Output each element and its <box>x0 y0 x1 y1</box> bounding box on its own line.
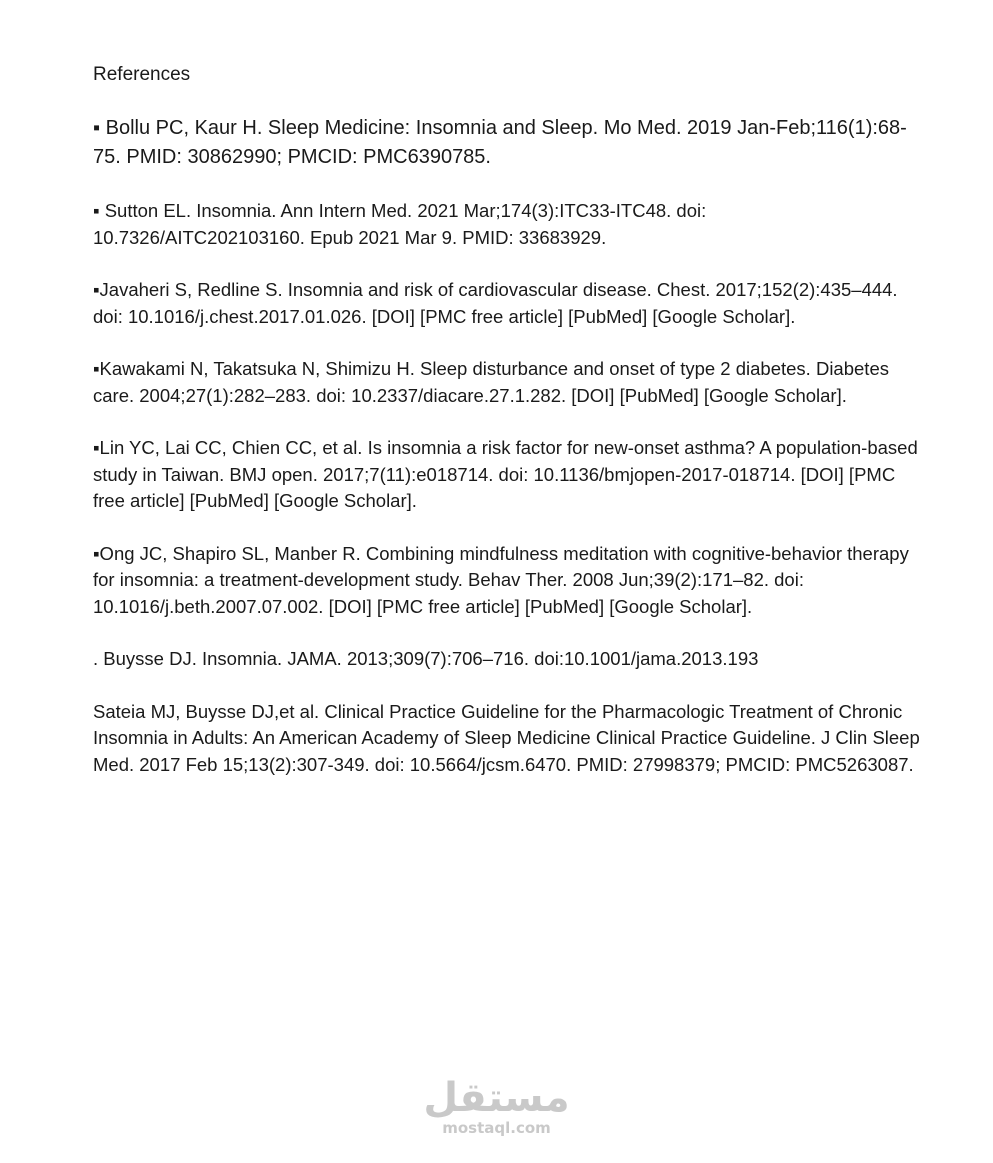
reference-item: . Buysse DJ. Insomnia. JAMA. 2013;309(7):706–716. doi:10.1001/jama.2013.193 <box>93 648 759 669</box>
watermark-latin: mostaql.com <box>442 1119 551 1137</box>
reference-item: Sateia MJ, Buysse DJ,et al. Clinical Practice Guideline for the Pharmacologic Treatment of Chronic Insomnia in Adults: An American Academy of Sleep Medicine Clinical Practice Guideline. J Clin Sleep Med. 2017 Feb 15;13(2):307-349. doi: 10.5664/jcsm.6470. PMID: 27998379; PMCID: PMC5263087. <box>93 700 920 775</box>
watermark-arabic: مستقل <box>423 1075 570 1121</box>
reference-item: ▪Lin YC, Lai CC, Chien CC, et al. Is insomnia a risk factor for new-onset asthma? A population-based study in Taiwan. BMJ open. 2017;7(11):e018714. doi: 10.1136/bmjopen-2017-018714. [DOI] [PMC free article] [PubMed] [Google Scholar]. <box>93 437 918 511</box>
reference-item: ▪Ong JC, Shapiro SL, Manber R. Combining mindfulness meditation with cognitive-behavior therapy for insomnia: a treatment-development study. Behav Ther. 2008 Jun;39(2):171–82. doi: 10.1016/j.beth.2007.07.002. [DOI] [PMC free article] [PubMed] [Google Scholar]. <box>93 542 909 617</box>
reference-item: ▪ Bollu PC, Kaur H. Sleep Medicine: Insomnia and Sleep. Mo Med. 2019 Jan-Feb;116(1):68-75. PMID: 30862990; PMCID: PMC6390785. <box>93 117 907 168</box>
reference-item: ▪ Sutton EL. Insomnia. Ann Intern Med. 2021 Mar;174(3):ITC33-ITC48. doi: 10.7326/AITC202103160. Epub 2021 Mar 9. PMID: 33683929. <box>93 200 707 248</box>
reference-item: ▪Javaheri S, Redline S. Insomnia and risk of cardiovascular disease. Chest. 2017;152(2):435–444. doi: 10.1016/j.chest.2017.01.026. [DOI] [PMC free article] [PubMed] [Google Scholar]. <box>93 279 898 327</box>
references-heading: References <box>93 64 191 85</box>
reference-item: ▪Kawakami N, Takatsuka N, Shimizu H. Sleep disturbance and onset of type 2 diabetes. Diabetes care. 2004;27(1):282–283. doi: 10.2337/diacare.27.1.282. [DOI] [PubMed] [Google Scholar]. <box>93 358 889 406</box>
references-page <box>93 62 923 804</box>
watermark-logo <box>0 1075 993 1137</box>
